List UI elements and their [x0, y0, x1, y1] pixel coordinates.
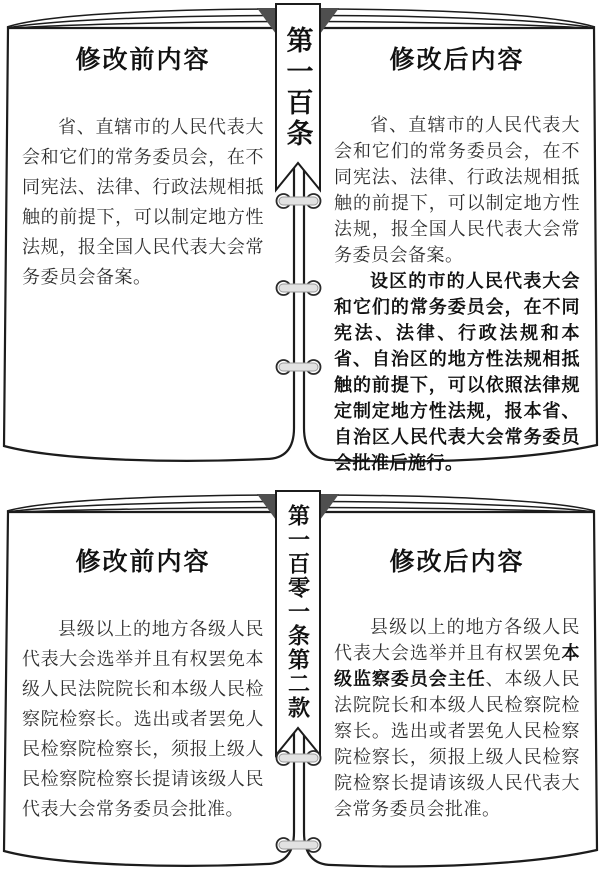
article-ribbon	[275, 504, 321, 720]
after-page	[334, 546, 580, 822]
after-page	[334, 44, 580, 476]
binder-ring	[277, 360, 321, 374]
before-paragraph: 省、直辖市的人民代表大会和它们的常务委员会，在不同宪法、法律、行政法规相抵触的前提下，可以制定地方性法规，报全国人民代表大会常务委员会备案。	[22, 117, 264, 287]
after-text-added-bold: 本级监察委员会主任	[334, 643, 580, 689]
binder-ring	[277, 751, 321, 765]
after-paragraph-1: 省、直辖市的人民代表大会和它们的常务委员会，在不同宪法、法律、行政法规相抵触的前提下，可以制定地方性法规，报全国人民代表大会常务委员会备案。	[334, 115, 580, 265]
after-text-post: 、本级人民法院院长和本级人民检察院检察长。选出或者罢免人民检察院检察长，须报上级人民检察院检察长提请该级人民代表大会常务委员会批准。	[334, 669, 581, 819]
binder-ring	[277, 838, 321, 852]
binder-ring	[277, 194, 321, 208]
before-title: 修改前内容	[75, 548, 211, 576]
after-title: 修改后内容	[389, 46, 525, 74]
after-text-pre: 县级以上的地方各级人民代表大会选举并且有权罢免	[334, 617, 580, 663]
before-page	[22, 44, 264, 292]
article-ribbon	[275, 26, 321, 150]
before-paragraph: 县级以上的地方各级人民代表大会选举并且有权罢免本级人民法院院长和本级人民检察院检察长。选出或者罢免人民检察院检察长，须报上级人民检察院检察长提请该级人民代表大会常务委员会批准。	[22, 619, 264, 819]
after-title: 修改后内容	[389, 548, 525, 576]
before-title: 修改前内容	[75, 46, 211, 74]
binder-ring	[277, 281, 321, 295]
before-page	[22, 546, 264, 824]
article-number-label: 第一百条	[282, 26, 313, 150]
section-article-101-2	[0, 490, 600, 892]
article-number-label: 第一百零一条第二款	[285, 504, 311, 720]
after-paragraph-2-added: 设区的市的人民代表大会和它们的常务委员会，在不同宪法、法律、行政法规和本省、自治区的地方性法规相抵触的前提下，可以依照法律规定制定地方性法规，报本省、自治区人民代表大会常务委员会批准后施行。	[334, 271, 580, 473]
after-paragraph	[334, 614, 580, 822]
